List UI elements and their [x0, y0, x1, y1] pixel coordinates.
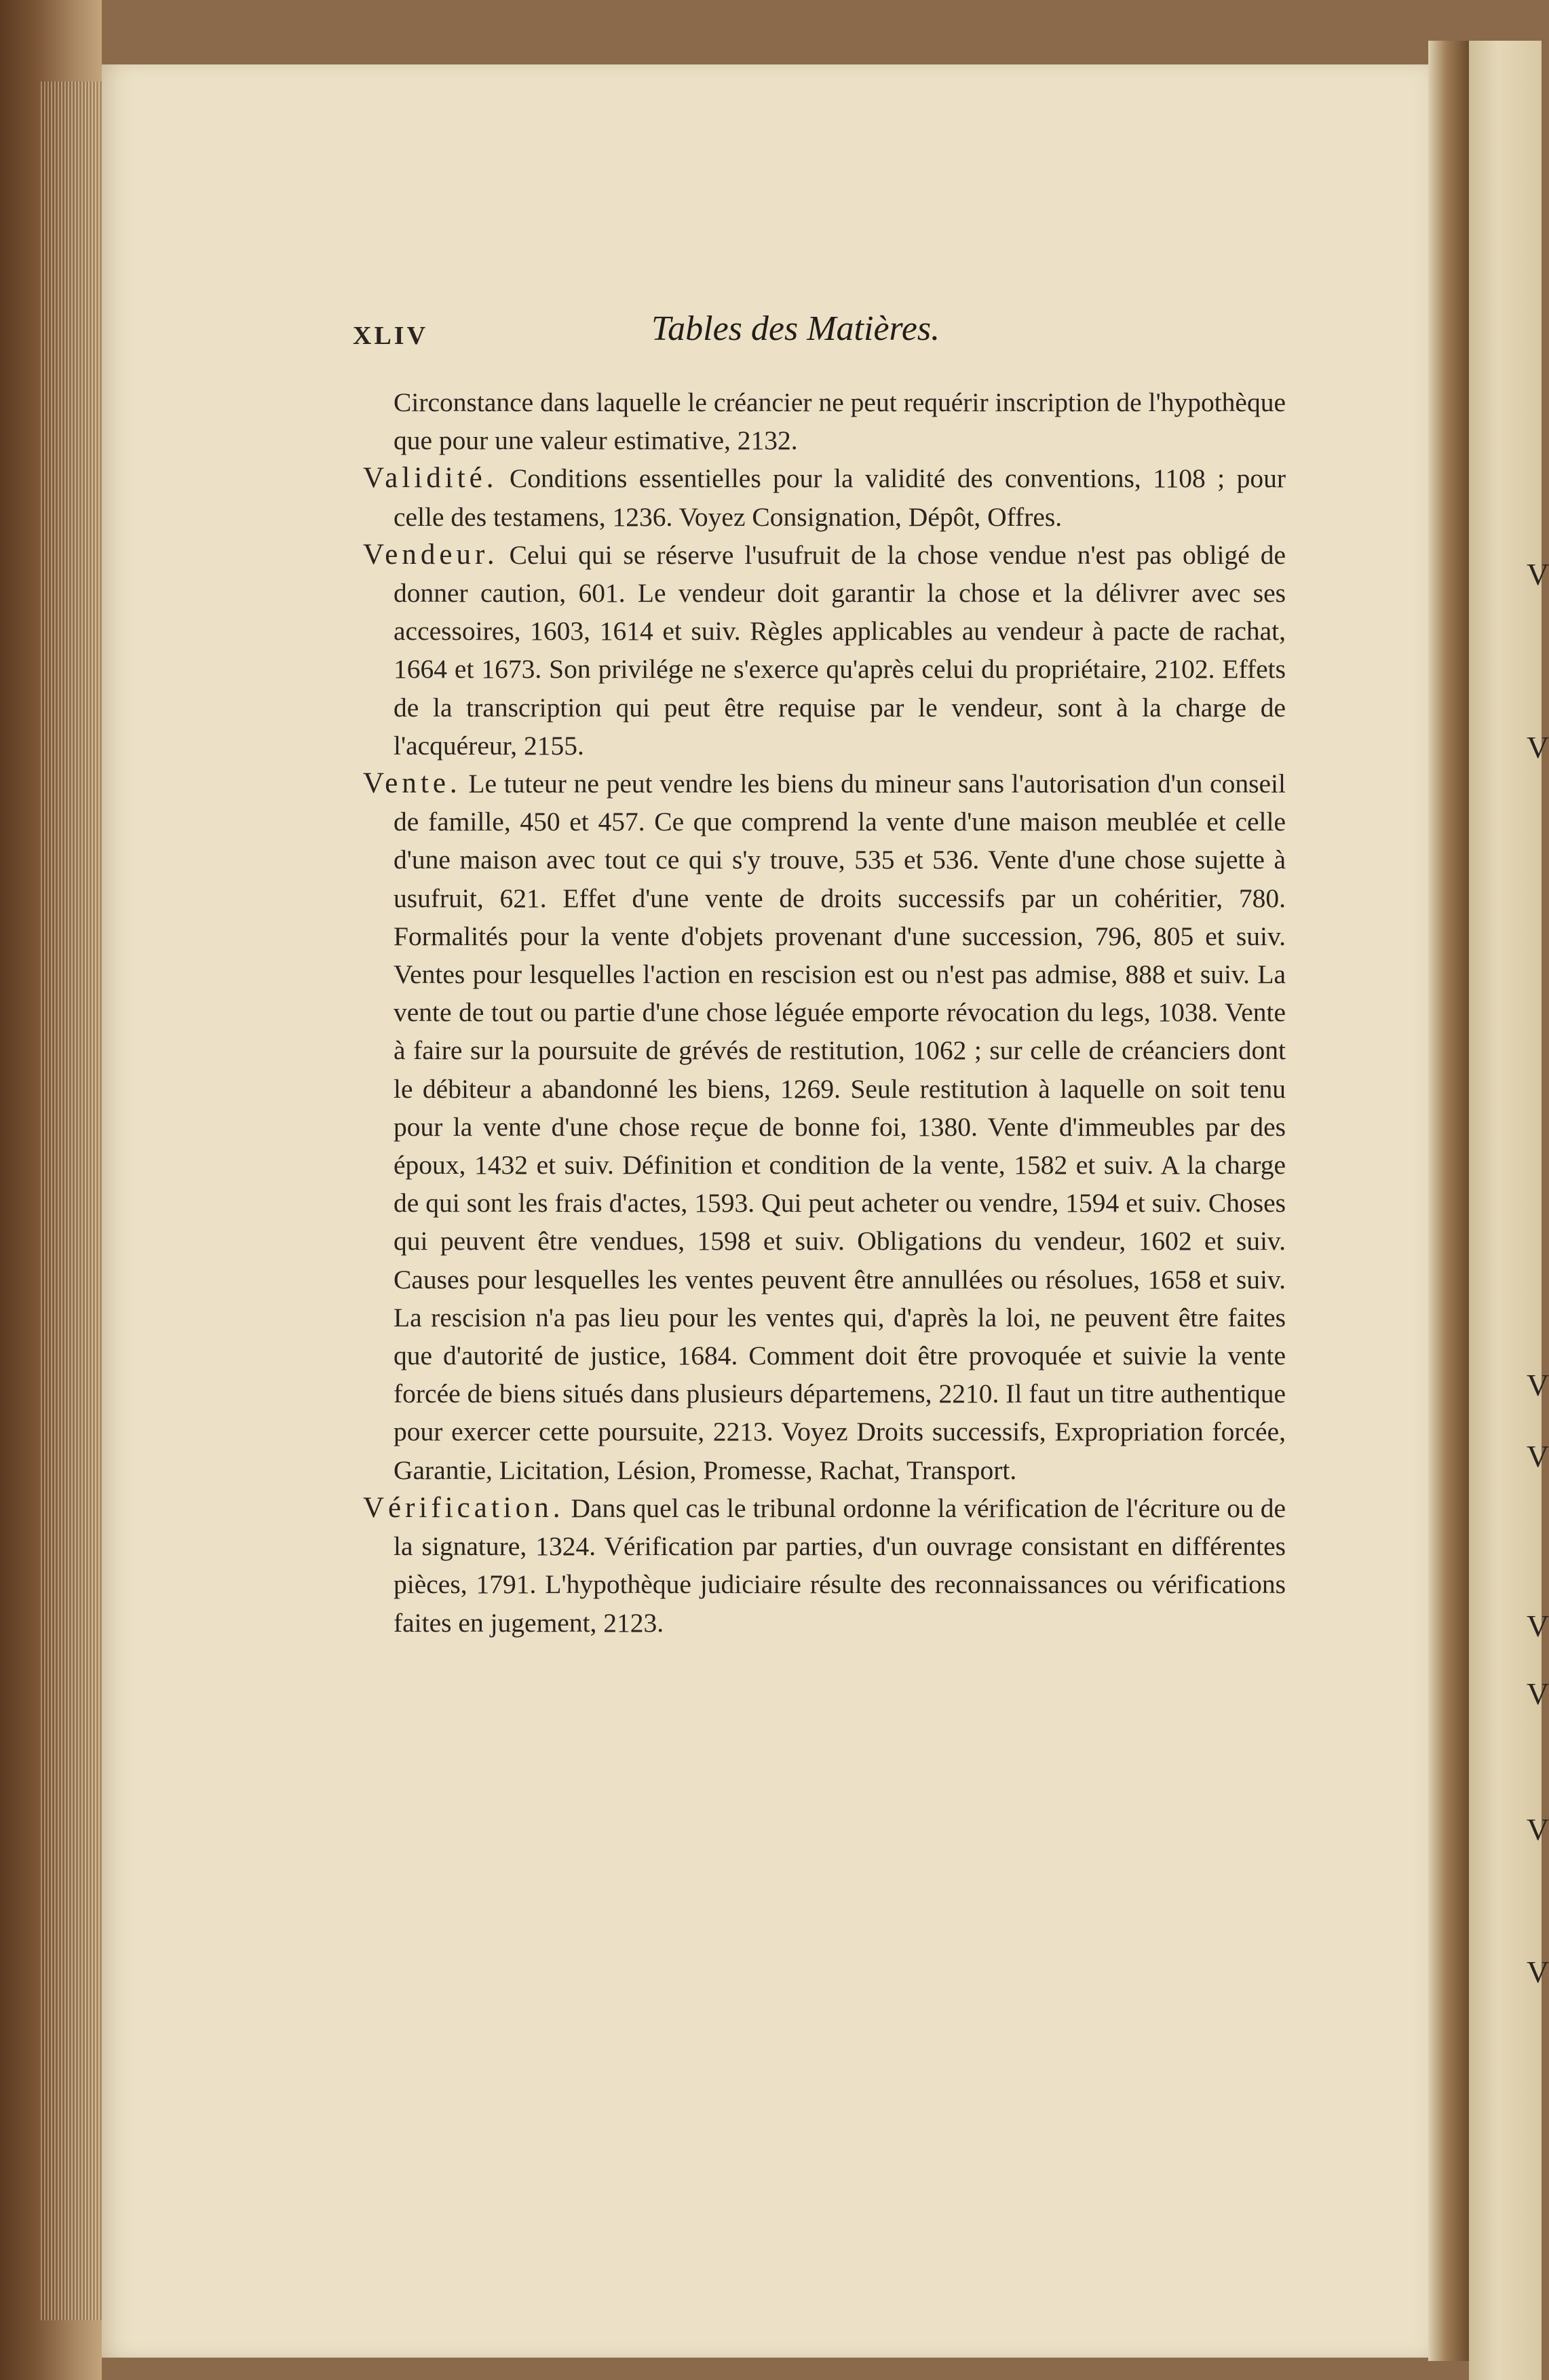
- index-entry: [363, 536, 1286, 765]
- entry-text: Circonstance dans laquelle le créancier ne peut requérir inscription de l'hypothèque que pour une valeur estimative, 2132.: [394, 387, 1286, 456]
- facing-page-letter: V: [1527, 730, 1549, 765]
- index-text: [363, 383, 1286, 1642]
- page-header: [353, 309, 1404, 363]
- page-number: XLIV: [353, 322, 429, 350]
- facing-page-letter: V: [1527, 1676, 1549, 1711]
- running-title: Tables des Matières.: [651, 309, 940, 348]
- index-entry: [363, 383, 1286, 459]
- facing-page-letter: V: [1527, 557, 1549, 592]
- facing-page-letter: V: [1527, 1609, 1549, 1643]
- index-entry: [363, 459, 1286, 535]
- facing-page-letter: V: [1527, 1812, 1549, 1847]
- entry-text: Conditions essentielles pour la validité des conventions, 1108 ; pour celle des testamens, 1236. Voyez Consignation, Dépôt, Offres.: [394, 463, 1286, 532]
- entry-text: Celui qui se réserve l'usufruit de la chose vendue n'est pas obligé de donner caution, 601. Le vendeur doit garantir la chose et la délivrer avec ses accessoires, 1603, 1614 et suiv. Règles applicables au vendeur à pacte de rachat, 1664 et 1673. Son privilége ne s'exerce qu'après celui du propriétaire, 2102. Effets de la transcription qui peut être requise par le vendeur, sont à la charge de l'acquéreur, 2155.: [394, 539, 1286, 761]
- entry-headword: Vendeur.: [363, 538, 499, 571]
- facing-page-letter: V: [1527, 1439, 1549, 1474]
- facing-page-letter: V: [1527, 1955, 1549, 1989]
- entry-headword: Vérification.: [363, 1491, 565, 1524]
- page-stack: [41, 81, 102, 2320]
- book-gutter: [1428, 41, 1469, 2361]
- entry-text: Dans quel cas le tribunal ordonne la vérification de l'écriture ou de la signature, 1324. Vérification par parties, d'un ouvrage consistant en différentes pièces, 1791. L'hypothèque judiciaire résulte des reconnaissances ou vérifications faites en jugement, 2123.: [394, 1493, 1286, 1638]
- facing-page-edge: [1469, 41, 1542, 2380]
- index-entry: [363, 1489, 1286, 1642]
- entry-headword: Vente.: [363, 767, 461, 800]
- entry-headword: Validité.: [363, 462, 498, 495]
- entry-text: Le tuteur ne peut vendre les biens du mineur sans l'autorisation d'un conseil de famille, 450 et 457. Ce que comprend la vente d'une maison meublée et celle d'une maison avec tout ce qui s'y trouve, 535 et 536. Vente d'une chose sujette à usufruit, 621. Effet d'une vente de droits successifs par un cohéritier, 780. Formalités pour la vente d'objets provenant d'une succession, 796, 805 et suiv. Ventes pour lesquelles l'action en rescision est ou n'est pas admise, 888 et suiv. La vente de tout ou partie d'une chose léguée emporte révocation du legs, 1038. Vente à faire sur la poursuite de grévés de restitution, 1062 ; sur celle de créanciers dont le débiteur a abandonné les biens, 1269. Seule restitution à laquelle on soit tenu pour la vente d'une chose reçue de bonne foi, 1380. Vente d'immeubles par des époux, 1432 et suiv. Définition et condition de la vente, 1582 et suiv. A la charge de qui sont les frais d'actes, 1593. Qui peut acheter ou vendre, 1594 et suiv. Choses qui peuvent être vendues, 1598 et suiv. Obligations du vendeur, 1602 et suiv. Causes pour lesquelles les ventes peuvent être annullées ou résolues, 1658 et suiv. La rescision n'a pas lieu pour les ventes qui, d'après la loi, ne peuvent être faites que d'autorité de justice, 1684. Comment doit être provoquée et suivie la vente forcée de biens situés dans plusieurs départemens, 2210. Il faut un titre authentique pour exercer cette poursuite, 2213. Voyez Droits successifs, Expropriation forcée, Garantie, Licitation, Lésion, Promesse, Rachat, Transport.: [394, 769, 1286, 1485]
- index-entry: [363, 765, 1286, 1489]
- facing-page-letter: V: [1527, 1368, 1549, 1402]
